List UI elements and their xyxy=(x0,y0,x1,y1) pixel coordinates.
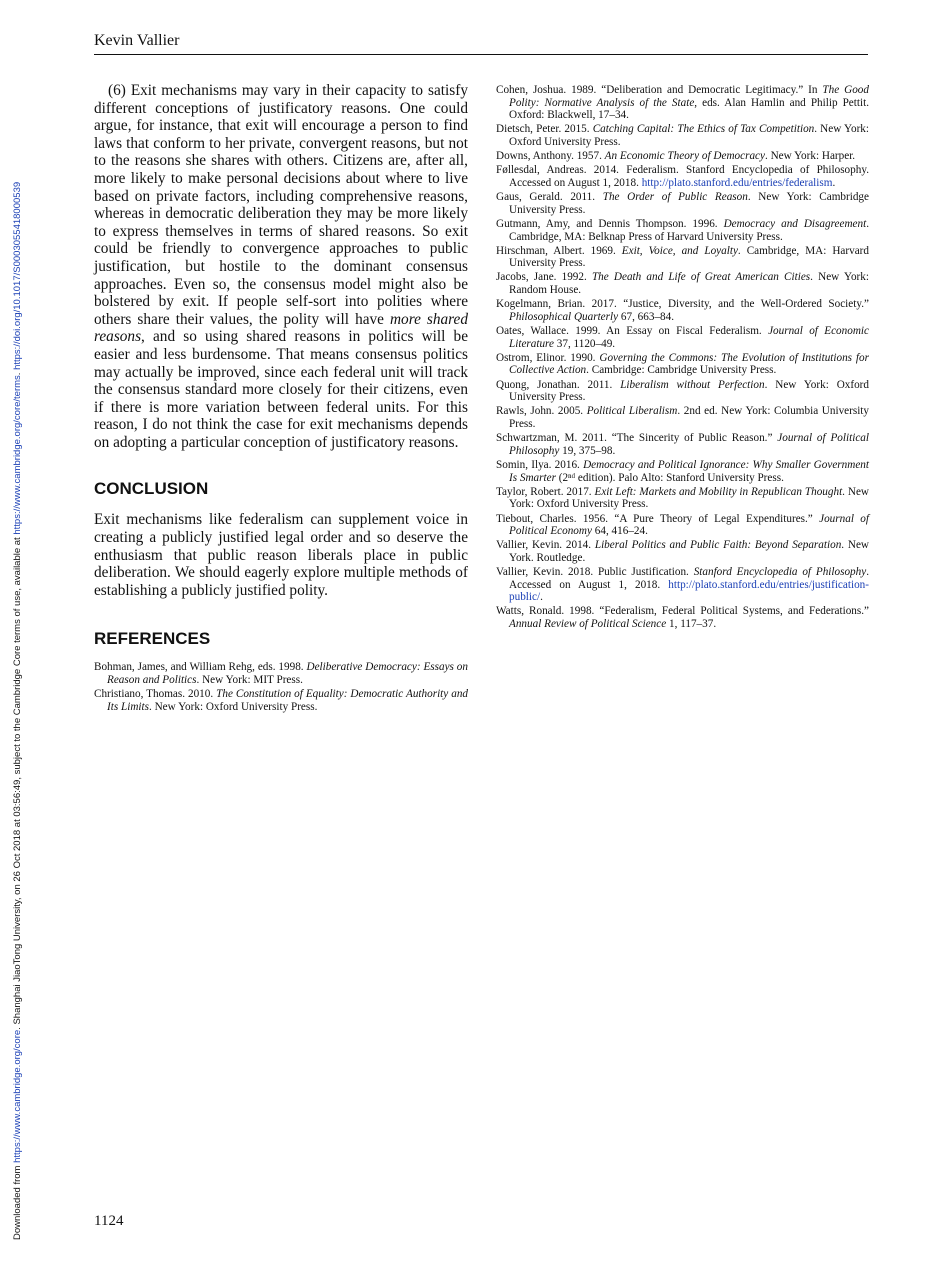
reference-entry xyxy=(496,459,869,484)
reference-text: 64, 416–24. xyxy=(591,525,648,538)
download-notice-middle: . Shanghai JiaoTong University, on 26 Oct 2018 at 03:56:49, subject to the Cambridge Core terms of use, available at xyxy=(12,534,23,1030)
reference-text: 1, 117–37. xyxy=(666,618,717,631)
reference-text: Bohman, James, and William Rehg, eds. 1998. xyxy=(94,661,307,674)
reference-text: . Cambridge, MA: Harvard University Press. xyxy=(509,244,869,270)
reference-text: . Cambridge: Cambridge University Press. xyxy=(586,364,777,377)
reference-text: . New York: Random House. xyxy=(509,271,869,297)
reference-text: . Cambridge, MA: Belknap Press of Harvard University Press. xyxy=(509,217,869,243)
reference-entry xyxy=(496,566,869,604)
reference-text: . New York: Oxford University Press. xyxy=(509,123,869,148)
reference-entry xyxy=(496,405,869,430)
reference-text: Taylor, Robert. 2017. xyxy=(496,485,595,498)
reference-text: Christiano, Thomas. 2010. xyxy=(94,688,217,701)
reference-title: Catching Capital: The Ethics of Tax Competition xyxy=(592,123,815,136)
left-column xyxy=(94,82,468,715)
reference-text: Vallier, Kevin. 2018. Public Justification. xyxy=(496,566,694,579)
reference-text: Gaus, Gerald. 2011. xyxy=(496,191,603,204)
reference-title: Exit Left: Markets and Mobility in Republican Thought xyxy=(594,485,843,498)
reference-title: Stanford Encyclopedia of Philosophy xyxy=(693,566,867,579)
reference-text: . xyxy=(540,591,543,604)
reference-text: Oates, Wallace. 1999. An Essay on Fiscal Federalism. xyxy=(496,325,769,338)
reference-text: Somin, Ilya. 2016. xyxy=(496,458,584,471)
reference-text: Quong, Jonathan. 2011. xyxy=(496,378,621,391)
reference-title: Journal of Political Economy xyxy=(509,512,869,538)
reference-entry xyxy=(496,123,869,148)
reference-entry xyxy=(496,379,869,404)
reference-title: Liberalism without Perfection xyxy=(620,378,765,391)
reference-text: Downs, Anthony. 1957. xyxy=(496,150,605,163)
reference-entry xyxy=(496,605,869,630)
paragraph-6 xyxy=(94,82,468,451)
reference-text: . New York: Oxford University Press. xyxy=(148,700,318,713)
reference-text: . New York: Cambridge University Press. xyxy=(509,191,869,216)
reference-entry xyxy=(94,688,468,713)
reference-entry xyxy=(496,245,869,270)
conclusion-heading: CONCLUSION xyxy=(94,479,209,499)
doi-link[interactable]: https://doi.org/10.1017/S0003055418000539 xyxy=(12,181,23,370)
reference-text: . New York: MIT Press. xyxy=(196,674,303,687)
reference-text: Kogelmann, Brian. 2017. “Justice, Diversity, and the Well-Ordered Society.” xyxy=(496,298,869,311)
paragraph-6-emphasis: more shared reasons xyxy=(94,310,468,346)
reference-text: Schwartzman, M. 2011. “The Sincerity of Public Reason.” xyxy=(496,432,778,445)
reference-title: Journal of Political Philosophy xyxy=(509,432,869,457)
reference-text: Watts, Ronald. 1998. “Federalism, Federal Political Systems, and Federations.” xyxy=(496,605,869,618)
reference-entry xyxy=(94,661,468,686)
reference-text: (2ⁿᵈ edition). Palo Alto: Stanford University Press. xyxy=(555,471,784,484)
reference-entry xyxy=(496,150,869,163)
reference-text: . Accessed on August 1, 2018. xyxy=(509,566,870,591)
reference-title: Liberal Politics and Public Faith: Beyond Separation xyxy=(594,539,842,552)
references-list-right xyxy=(496,84,869,631)
running-head: Kevin Vallier xyxy=(94,30,868,55)
paragraph-6-part-1: (6) Exit mechanisms may vary in their capacity to satisfy different conceptions of justificatory reasons. One could argue, for instance, that exit will encourage a person to find laws that conform to her private, convergent reasons, but not to the reasons she shares with others. Citizens are, after all, more likely to make personal decisions about where to live based on private factors, including comprehensive reasons, whereas in democratic deliberation they may be more likely to express themselves in terms of shared reasons. So exit could be friendly to convergence approaches to public justification, but hostile to the dominant consensus approaches. Even so, the consensus model might also be bolstered by exit. If people self-sort into polities where others share their values, the polity will have xyxy=(94,82,468,328)
reference-title: Democracy and Political Ignorance: Why Smaller Government Is Smarter xyxy=(509,458,869,484)
reference-entry xyxy=(496,191,869,216)
reference-text: . New York: Harper. xyxy=(764,150,856,163)
reference-text: Hirschman, Albert. 1969. xyxy=(496,244,622,257)
page-number: 1124 xyxy=(94,1213,124,1229)
reference-text: Jacobs, Jane. 1992. xyxy=(496,271,592,284)
reference-entry xyxy=(496,84,869,122)
conclusion-paragraph: Exit mechanisms like federalism can supplement voice in creating a publicly justified legal order and so deserve the enthusiasm that public reason liberals place in public deliberation. We should eagerly explore multiple methods of establishing a publicly justified polity. xyxy=(94,511,468,599)
paragraph-6-part-2: , and so using shared reasons in politics will be easier and less burdensome. That means consensus politics may actually be improved, since each federal unit will track the consensus standard more closely for their citizens, even if there is more variation between federal units. For this reason, I do not think the case for exit mechanisms depends on adopting a particular conception of justificatory reasons. xyxy=(94,328,468,451)
terms-link[interactable]: https://www.cambridge.org/core/terms xyxy=(12,375,23,535)
reference-text: Ostrom, Elinor. 1990. xyxy=(496,351,600,364)
reference-title: Annual Review of Political Science xyxy=(509,618,667,631)
reference-text: . xyxy=(832,176,836,189)
reference-entry xyxy=(496,325,869,350)
reference-title: The Good Polity: Normative Analysis of the State xyxy=(509,84,869,109)
reference-text: . 2nd ed. New York: Columbia University Press. xyxy=(509,405,870,430)
reference-text: , eds. Alan Hamlin and Philip Pettit. Oxford: Blackwell, 17–34. xyxy=(509,96,869,122)
reference-title: Journal of Economic Literature xyxy=(509,325,869,350)
reference-entry xyxy=(496,298,869,323)
reference-link[interactable]: http://plato.stanford.edu/entries/federalism xyxy=(641,176,833,189)
reference-entry xyxy=(496,432,869,457)
reference-title: Exit, Voice, and Loyalty xyxy=(621,244,738,257)
reference-text: Rawls, John. 2005. xyxy=(496,405,587,418)
download-notice-prefix: Downloaded from xyxy=(12,1162,23,1240)
download-notice-sep: . xyxy=(12,369,23,376)
reference-text: Dietsch, Peter. 2015. xyxy=(496,123,593,136)
reference-title: The Death and Life of Great American Cities xyxy=(591,271,811,284)
reference-title: Democracy and Disagreement xyxy=(723,217,867,230)
reference-text: Gutmann, Amy, and Dennis Thompson. 1996. xyxy=(496,217,724,230)
reference-entry xyxy=(496,164,869,189)
download-notice xyxy=(12,100,24,1240)
reference-entry xyxy=(496,513,869,538)
reference-title: Political Liberalism xyxy=(586,405,678,418)
reference-entry xyxy=(496,539,869,564)
reference-text: 67, 663–84. xyxy=(618,310,675,323)
reference-text: Føllesdal, Andreas. 2014. Federalism. Stanford Encyclopedia of Philosophy. Accessed on August 1, 2018. xyxy=(496,164,869,189)
reference-title: Governing the Commons: The Evolution of Institutions for Collective Action xyxy=(509,351,869,377)
reference-title: An Economic Theory of Democracy xyxy=(604,150,765,163)
reference-entry xyxy=(496,271,869,296)
reference-text: Cohen, Joshua. 1989. “Deliberation and Democratic Legitimacy.” In xyxy=(496,84,823,96)
reference-entry xyxy=(496,486,869,511)
reference-text: 19, 375–98. xyxy=(559,444,616,457)
reference-entry xyxy=(496,218,869,243)
reference-entry xyxy=(496,352,869,377)
reference-text: Vallier, Kevin. 2014. xyxy=(496,539,595,552)
reference-text: . New York: Oxford University Press. xyxy=(509,485,869,511)
reference-title: The Constitution of Equality: Democratic Authority and Its Limits xyxy=(107,688,469,713)
reference-text: . New York: Oxford University Press. xyxy=(509,378,870,404)
reference-link[interactable]: http://plato.stanford.edu/entries/justification-public/ xyxy=(509,578,869,604)
reference-title: The Order of Public Reason xyxy=(602,191,748,204)
reference-title: Deliberative Democracy: Essays on Reason and Politics xyxy=(107,661,468,687)
reference-text: 37, 1120–49. xyxy=(553,337,616,350)
reference-text: . New York. Routledge. xyxy=(509,539,870,564)
reference-title: Philosophical Quarterly xyxy=(509,310,619,323)
cambridge-core-link[interactable]: https://www.cambridge.org/core xyxy=(12,1029,23,1163)
right-column xyxy=(496,84,869,632)
references-heading: REFERENCES xyxy=(94,629,211,649)
reference-text: Tiebout, Charles. 1956. “A Pure Theory of Legal Expenditures.” xyxy=(496,512,820,525)
references-list-left xyxy=(94,661,468,713)
